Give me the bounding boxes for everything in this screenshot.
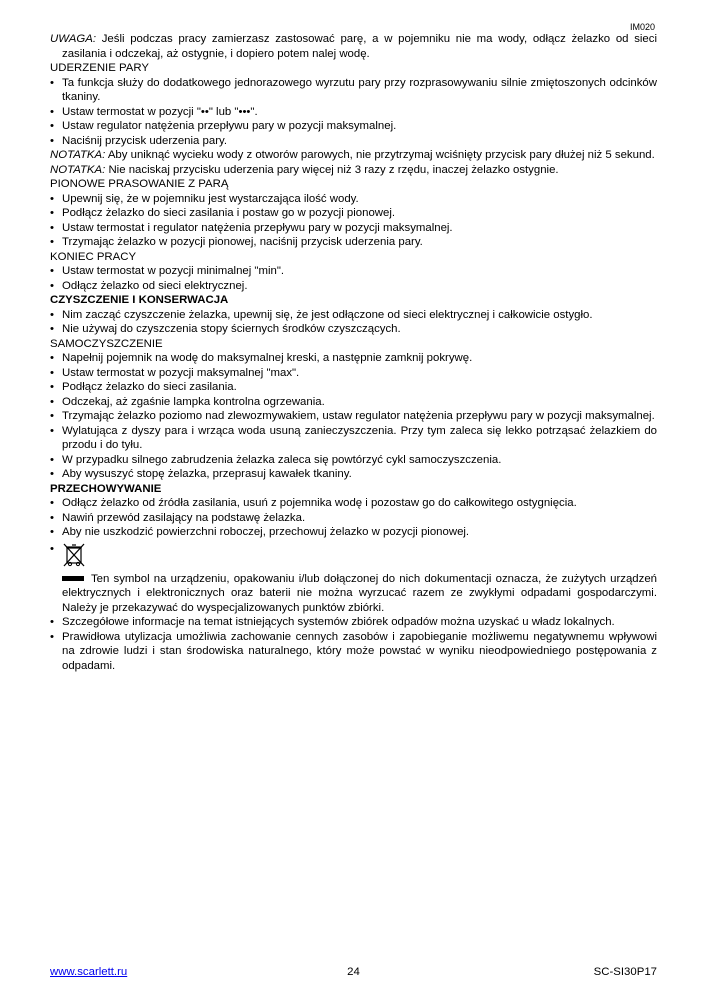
note-text: Aby uniknąć wycieku wody z otworów parowych, nie przytrzymaj wciśnięty przycisk pary dłużej niż 5 sekund. [105, 149, 655, 161]
list-item: • Szczegółowe informacje na temat istniejących systemów zbiórek odpadów można uzyskać u władz lokalnych. [50, 615, 657, 630]
heading-end: KONIEC PRACY [50, 250, 137, 263]
note-text: Jeśli podczas pracy zamierzasz zastosować parę, a w pojemniku nie ma wody, odłącz żelazko od sieci zasilania i odczekaj, aż ostygnie, i dopiero potem nalej wodę. [62, 33, 657, 60]
weee-item [50, 542, 657, 616]
list-item: • Odłącz żelazko od sieci elektrycznej. [50, 279, 657, 294]
list-item: • Ustaw termostat w pozycji maksymalnej "max". [50, 366, 657, 381]
selfclean-list [50, 351, 657, 482]
vertical-list [50, 192, 657, 250]
page-footer [50, 966, 657, 978]
website-link[interactable]: www.scarlett.ru [50, 966, 128, 978]
document-code: IM020 [629, 22, 655, 32]
list-item: • Ustaw termostat w pozycji "••" lub "•••". [50, 105, 657, 120]
page-content [50, 32, 657, 673]
list-item: • Ustaw termostat w pozycji minimalnej "min". [50, 264, 657, 279]
list-item: • Ta funkcja służy do dodatkowego jednorazowego wyrzutu pary przy rozprasowywaniu silnie zmiętoszonych odcinków tkaniny. [50, 76, 657, 105]
list-item: • Upewnij się, że w pojemniku jest wystarczająca ilość wody. [50, 192, 657, 207]
list-item: • Naciśnij przycisk uderzenia pary. [50, 134, 657, 149]
weee-text: Ten symbol na urządzeniu, opakowaniu i/lub dołączonej do nich dokumentacji oznacza, że zużytych urządzeń elektrycznych i elektronicznych oraz baterii nie można wyrzucać razem ze zwykłymi odpadami gospodarczymi. Należy je przekazywać do wyspecjalizowanych punktów zbiórki. [62, 572, 657, 614]
heading-selfclean: SAMOCZYSZCZENIE [50, 337, 163, 350]
list-item: • Prawidłowa utylizacja umożliwia zachowanie cennych zasobów i zapobieganie możliwemu negatywnemu wpływowi na zdrowie ludzi i stan środowiska naturalnego, który może powstać w wyniku nieodpowiedniego postępowania z odpadami. [50, 630, 657, 674]
list-item: • Wylatująca z dyszy para i wrząca woda usuną zanieczyszczenia. Przy tym zaleca się lekko potrząsać żelazkiem do przodu i do tyłu. [50, 424, 657, 453]
list-item: • Odczekaj, aż zgaśnie lampka kontrolna ogrzewania. [50, 395, 657, 410]
note-steam-duration [50, 148, 657, 163]
note-label: NOTATKA: [50, 149, 106, 161]
note-label: NOTATKA: [50, 163, 106, 176]
list-item: • Nie używaj do czyszczenia stopy ściernych środków czyszczących. [50, 322, 657, 337]
list-item: • Podłącz żelazko do sieci zasilania i postaw go w pozycji pionowej. [50, 206, 657, 221]
list-item: • Podłącz żelazko do sieci zasilania. [50, 380, 657, 395]
list-item: • Trzymając żelazko poziomo nad zlewozmywakiem, ustaw regulator natężenia przepływu pary w pozycji maksymalnej. [50, 409, 657, 424]
list-item: • Ustaw regulator natężenia przepływu pary w pozycji maksymalnej. [50, 119, 657, 134]
note-text: Nie naciskaj przycisku uderzenia pary więcej niż 3 razy z rzędu, inaczej żelazko ostygnie. [105, 163, 559, 176]
list-item: • Nawiń przewód zasilający na podstawę żelazka. [50, 511, 657, 526]
black-bar-icon [62, 576, 84, 581]
list-item: • Nim zacząć czyszczenie żelazka, upewnij się, że jest odłączone od sieci elektrycznej i całkowicie ostygło. [50, 308, 657, 323]
list-item: • Aby wysuszyć stopę żelazka, przeprasuj kawałek tkaniny. [50, 467, 657, 482]
list-item: • Napełnij pojemnik na wodę do maksymalnej kreski, a następnie zamknij pokrywę. [50, 351, 657, 366]
model-code: SC-SI30P17 [593, 966, 657, 978]
weee-text-row [62, 572, 657, 616]
heading-steam-shot: UDERZENIE PARY [50, 62, 149, 74]
list-item: • Trzymając żelazko w pozycji pionowej, naciśnij przycisk uderzenia pary. [50, 235, 657, 250]
storage-list [50, 496, 657, 673]
heading-storage: PRZECHOWYWANIE [50, 482, 162, 495]
list-item: • Aby nie uszkodzić powierzchni roboczej, przechowuj żelazko w pozycji pionowej. [50, 525, 657, 540]
note-steam-repeat [50, 163, 657, 178]
heading-vertical: PIONOWE PRASOWANIE Z PARĄ [50, 178, 229, 190]
page-number: 24 [347, 966, 360, 978]
cleaning-list [50, 308, 657, 337]
end-list [50, 264, 657, 293]
list-item: • Odłącz żelazko od źródła zasilania, usuń z pojemnika wodę i pozostaw go do całkowitego ostygnięcia. [50, 496, 657, 511]
heading-cleaning: CZYSZCZENIE I KONSERWACJA [50, 294, 229, 306]
weee-icon-row [62, 542, 657, 572]
list-item: • W przypadku silnego zabrudzenia żelazka zaleca się powtórzyć cykl samoczyszczenia. [50, 453, 657, 468]
note-top [50, 32, 657, 61]
steam-shot-list [50, 76, 657, 149]
list-item: • Ustaw termostat i regulator natężenia przepływu pary w pozycji maksymalnej. [50, 221, 657, 236]
note-label: UWAGA: [50, 33, 96, 45]
crossed-out-wheelie-bin-icon [62, 542, 86, 575]
